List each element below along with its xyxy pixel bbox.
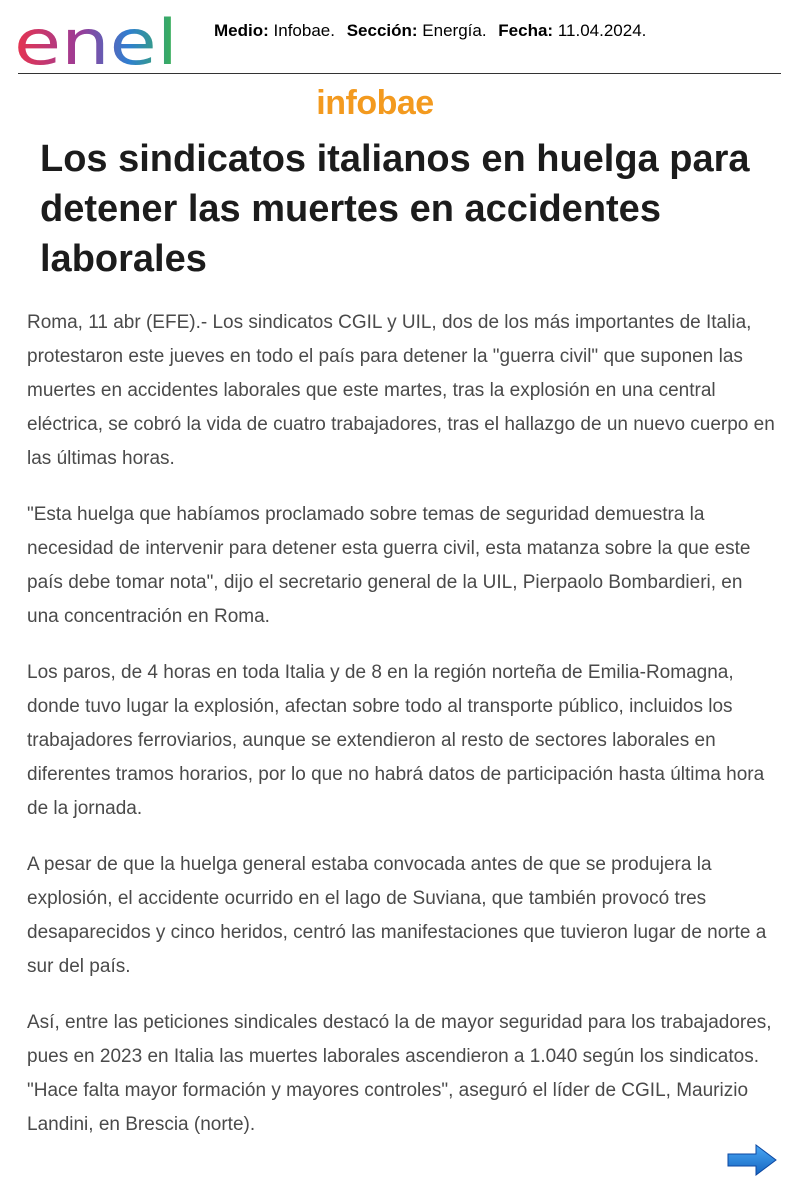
- seccion-label: Sección:: [346, 21, 418, 40]
- right-arrow-icon[interactable]: [726, 1142, 778, 1178]
- medio-value: Infobae.: [273, 21, 335, 40]
- article-paragraph: "Esta huelga que habíamos proclamado sobre temas de seguridad demuestra la necesidad de intervenir para detener esta guerra civil, esta matanza sobre la que este país debe tomar nota", dijo el secretario general de la UIL, Pierpaolo Bombardieri, en una concentración en Roma.: [27, 504, 751, 627]
- seccion-value: Energía.: [422, 21, 487, 40]
- medio-label: Medio:: [214, 21, 269, 40]
- publication-meta: [214, 21, 646, 41]
- article-headline: Los sindicatos italianos en huelga para detener las muertes en accidentes laborales: [40, 138, 750, 280]
- article-paragraph: Roma, 11 abr (EFE).- Los sindicatos CGIL y UIL, dos de los más importantes de Italia, protestaron este jueves en todo el país para detener la "guerra civil" que suponen las muertes en accidentes laborales que este martes, tras la explosión en una central eléctrica, se cobró la vida de cuatro trabajadores, tras el hallazgo de un nuevo cuerpo en las últimas horas.: [27, 312, 775, 469]
- header-divider: [18, 73, 781, 74]
- article-paragraph: A pesar de que la huelga general estaba convocada antes de que se produjera la explosión, el accidente ocurrido en el lago de Suviana, que también provocó tres desaparecidos y cinco heridos, centró las manifestaciones que tuvieron lugar de norte a sur del país.: [27, 854, 767, 977]
- logo-text: enel: [14, 6, 178, 70]
- enel-logo: [14, 6, 180, 70]
- article-body: [27, 306, 777, 1164]
- source-logo: infobae: [316, 84, 434, 122]
- fecha-label: Fecha:: [498, 21, 554, 40]
- fecha-value: 11.04.2024.: [557, 21, 647, 40]
- article-paragraph: Así, entre las peticiones sindicales destacó la de mayor seguridad para los trabajadores, pues en 2023 en Italia las muertes laborales ascendieron a 1.040 según los sindicatos. "Hace falta mayor formación y mayores controles", aseguró el líder de CGIL, Maurizio Landini, en Brescia (norte).: [27, 1012, 772, 1135]
- article-paragraph: Los paros, de 4 horas en toda Italia y de 8 en la región norteña de Emilia-Romagna, donde tuvo lugar la explosión, afectan sobre todo al transporte público, incluidos los trabajadores ferroviarios, aunque se extendieron al resto de sectores laborales en diferentes tramos horarios, por lo que no habrá datos de participación hasta última hora de la jornada.: [27, 662, 765, 819]
- page-header: [0, 0, 800, 76]
